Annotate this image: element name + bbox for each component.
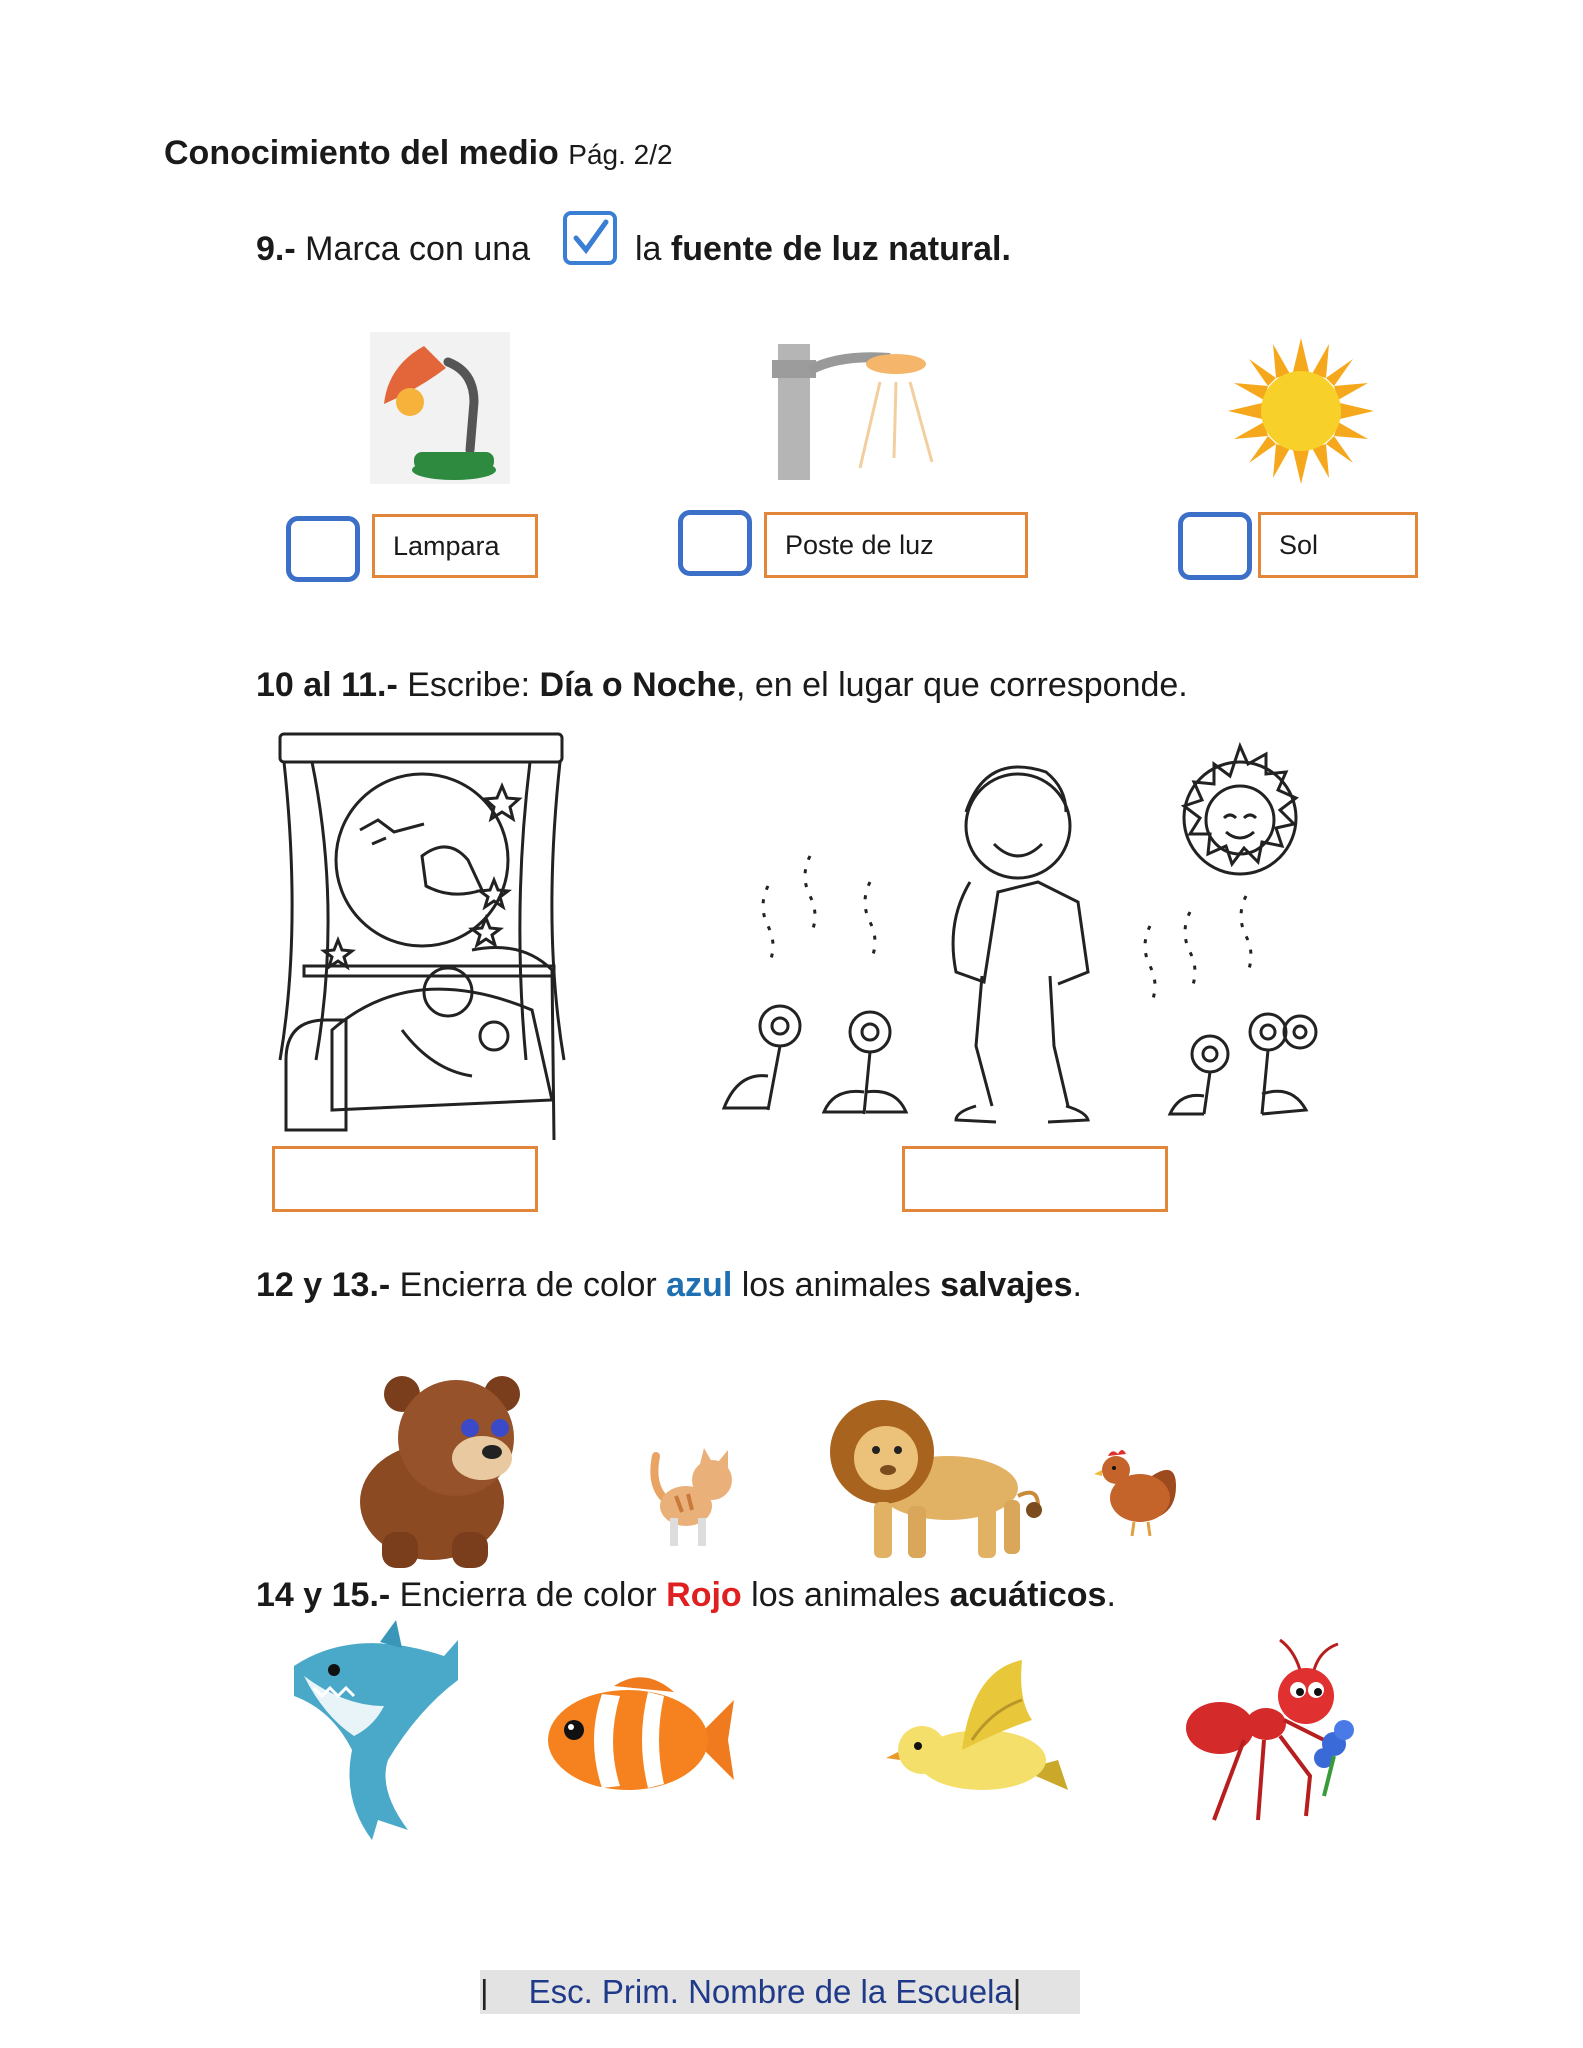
q12-text-bold: salvajes (940, 1266, 1073, 1304)
shark-icon[interactable] (284, 1636, 464, 1846)
night-bedroom-illustration (272, 730, 572, 1140)
checkbox-sol[interactable] (1178, 512, 1252, 580)
bird-icon[interactable] (892, 1660, 1072, 1810)
subject-title: Conocimiento del medio (164, 134, 559, 172)
q14-number: 14 y 15.- (256, 1576, 391, 1614)
question-9 (256, 230, 1011, 269)
option-text-sol: Sol (1279, 529, 1319, 560)
q12-text-mid: los animales (741, 1266, 931, 1304)
answer-box-night[interactable] (272, 1146, 538, 1212)
question-12-13 (256, 1266, 1082, 1305)
school-name: Esc. Prim. Nombre de la Escuela (528, 1973, 1013, 2010)
answer-box-day[interactable] (902, 1146, 1168, 1212)
q10-number: 10 al 11.- (256, 666, 398, 704)
q9-number: 9.- (256, 230, 296, 268)
checkmark-box-icon (562, 210, 618, 266)
footer: | Esc. Prim. Nombre de la Escuela | (480, 1970, 1080, 2014)
q10-text-pre: Escribe: (407, 666, 531, 704)
q14-text-pre: Encierra de color (399, 1576, 657, 1614)
q14-text-bold: acuáticos (949, 1576, 1107, 1614)
desk-lamp-icon (370, 332, 510, 484)
cat-icon[interactable] (646, 1446, 742, 1550)
option-text-lampara: Lampara (393, 530, 500, 561)
hen-icon[interactable] (1100, 1446, 1178, 1538)
sun-icon (1228, 338, 1374, 484)
page-title (164, 134, 673, 173)
q12-color-word: azul (666, 1266, 733, 1304)
option-text-poste-de-luz: Poste de luz (785, 529, 934, 560)
q10-text-post: , en el lugar que corresponde. (736, 666, 1188, 704)
option-label-lampara (372, 514, 538, 578)
q14-text-post: . (1106, 1576, 1116, 1614)
q14-text-mid: los animales (751, 1576, 941, 1614)
q14-color-word: Rojo (666, 1576, 742, 1614)
day-boy-illustration (720, 736, 1340, 1126)
q12-text-post: . (1072, 1266, 1082, 1304)
checkbox-lampara[interactable] (286, 516, 360, 582)
q12-number: 12 y 13.- (256, 1266, 391, 1304)
q9-text-pre: Marca con una (305, 230, 531, 268)
option-label-poste-de-luz (764, 512, 1028, 578)
q9-text-bold: fuente de luz natural. (670, 230, 1011, 268)
page-number: Pág. 2/2 (568, 139, 673, 170)
lion-icon[interactable] (828, 1396, 1044, 1562)
q9-text-mid: la (634, 230, 662, 268)
question-14-15 (256, 1576, 1116, 1615)
q12-text-pre: Encierra de color (399, 1266, 657, 1304)
checkbox-poste-de-luz[interactable] (678, 510, 752, 576)
bear-icon[interactable] (352, 1372, 534, 1572)
question-10-11 (256, 666, 1188, 705)
option-label-sol (1258, 512, 1418, 578)
street-light-icon (770, 340, 950, 480)
ant-icon[interactable] (1184, 1640, 1360, 1830)
q10-text-bold: Día o Noche (539, 666, 736, 704)
clownfish-icon[interactable] (544, 1674, 740, 1806)
